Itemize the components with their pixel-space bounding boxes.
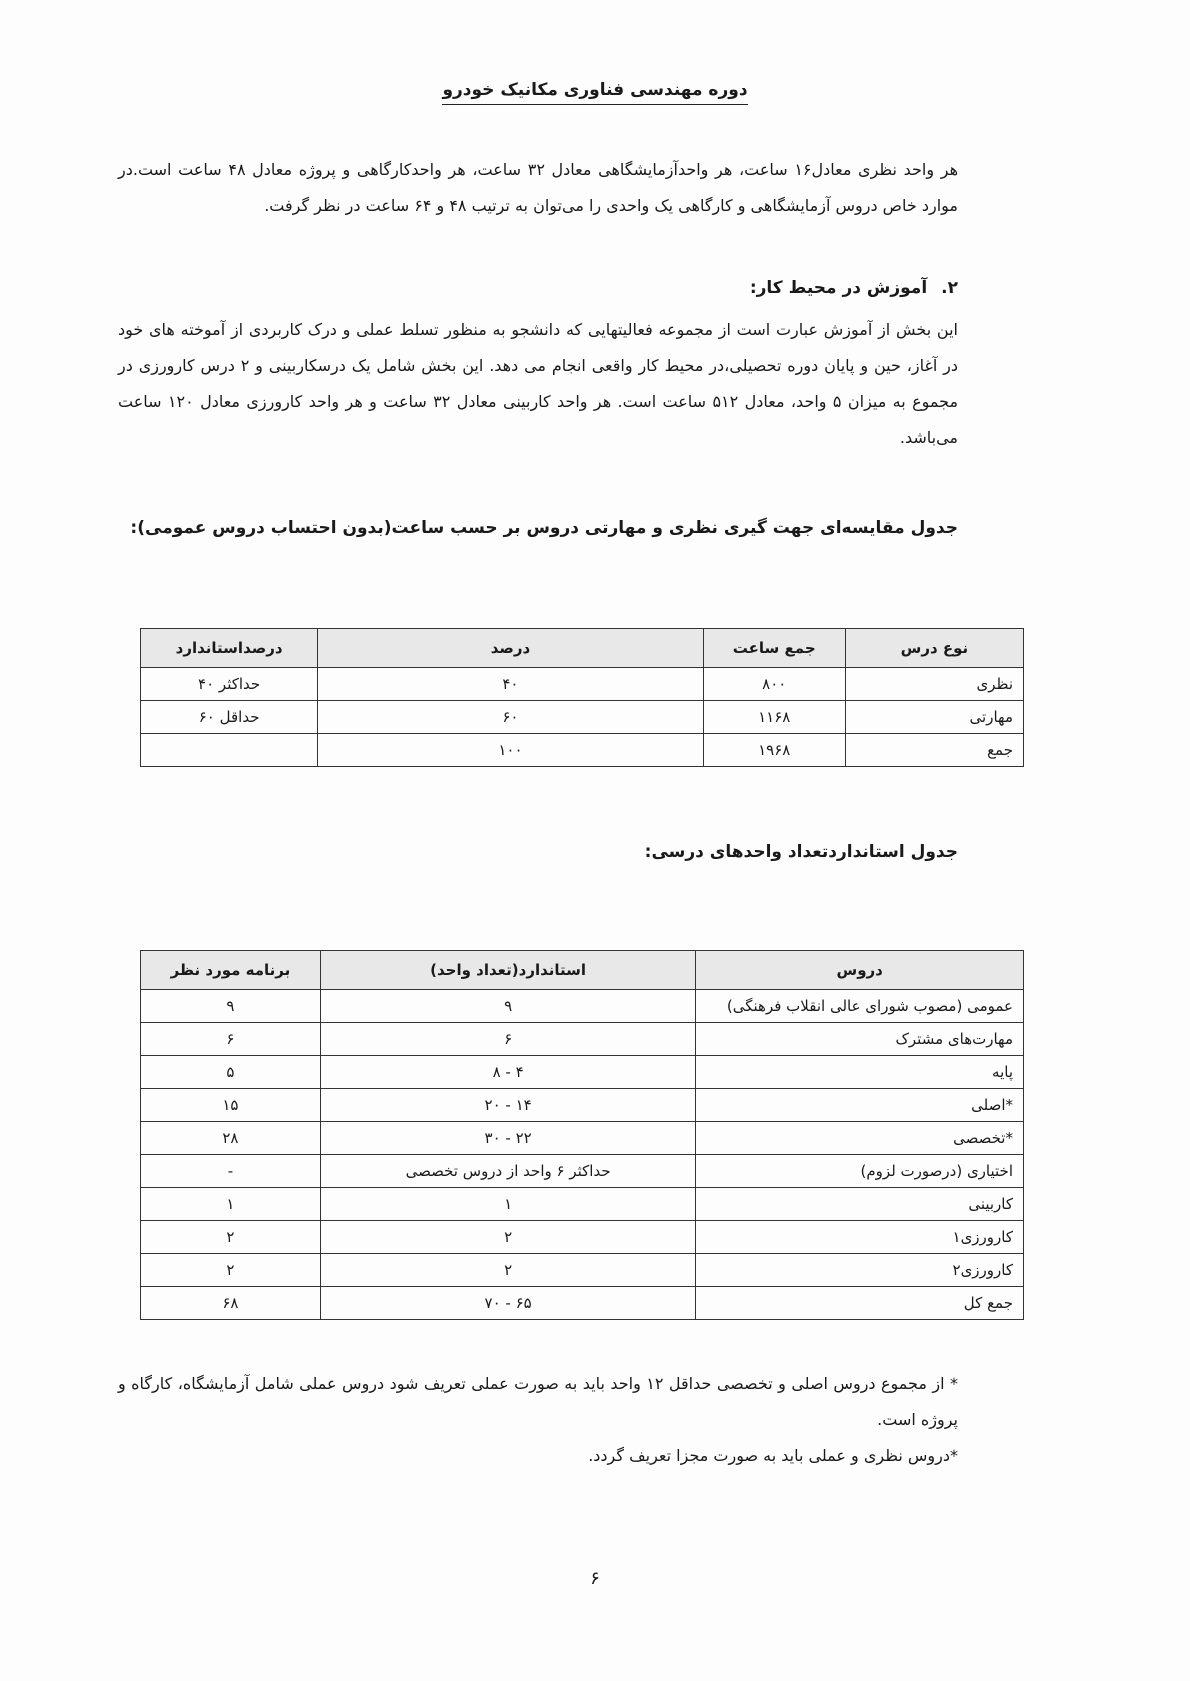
table-cell: جمع xyxy=(845,734,1023,767)
table-cell: مهارتی xyxy=(845,701,1023,734)
table-cell: ۱۴ - ۲۰ xyxy=(320,1089,696,1122)
table-cell xyxy=(141,734,318,767)
table-row xyxy=(141,1287,1024,1320)
table-cell: ۲۸ xyxy=(141,1122,321,1155)
table-cell: حداقل ۶۰ xyxy=(141,701,318,734)
table-row xyxy=(141,1188,1024,1221)
table-header-cell: جمع ساعت xyxy=(703,629,845,668)
table-cell: ۱ xyxy=(141,1188,321,1221)
table-cell: ۱۱۶۸ xyxy=(703,701,845,734)
table-header-cell: درصداستاندارد xyxy=(141,629,318,668)
table-cell: ۶ xyxy=(141,1023,321,1056)
footnote-separate-definition: *دروس نظری و عملی باید به صورت مجزا تعریف گردد. xyxy=(588,1446,958,1465)
table-cell: عمومی (مصوب شورای عالی انقلاب فرهنگی) xyxy=(696,990,1024,1023)
table-header-cell: برنامه مورد نظر xyxy=(141,951,321,990)
table-cell: حداکثر ۴۰ xyxy=(141,668,318,701)
table-row xyxy=(141,701,1024,734)
table-cell: ۱ xyxy=(320,1188,696,1221)
table-header-row xyxy=(141,629,1024,668)
table-cell: ۸۰۰ xyxy=(703,668,845,701)
table-cell: ۲ xyxy=(320,1221,696,1254)
table-header-cell: استاندارد(تعداد واحد) xyxy=(320,951,696,990)
table-row xyxy=(141,1155,1024,1188)
table-row xyxy=(141,734,1024,767)
table-cell: ۱۹۶۸ xyxy=(703,734,845,767)
paragraph-workplace-training: این بخش از آموزش عبارت است از مجموعه فعالیتهایی که دانشجو به منظور تسلط عملی و درک کاربردی از آموخته های خود در آغاز، حین و پایان دوره تحصیلی،در محیط کار واقعی انجام می دهد. این بخش شامل یک درسکاربینی و ۲ درس کارورزی در مجموع به میزان ۵ واحد، معادل ۵۱۲ ساعت است. هر واحد کاربینی معادل ۳۲ ساعت و هر واحد کارورزی معادل ۱۲۰ ساعت می‌باشد. xyxy=(118,320,959,447)
table-row xyxy=(141,668,1024,701)
table-cell: ۹ xyxy=(320,990,696,1023)
table-cell: ۶ xyxy=(320,1023,696,1056)
table2-title: جدول استانداردتعداد واحدهای درسی: xyxy=(644,842,958,862)
table-cell: - xyxy=(141,1155,321,1188)
table-cell: ۶۵ - ۷۰ xyxy=(320,1287,696,1320)
comparison-table xyxy=(140,628,1024,767)
table-cell: نظری xyxy=(845,668,1023,701)
footnote-practical-units: * از مجموع دروس اصلی و تخصصی حداقل ۱۲ واحد باید به صورت عملی تعریف شود دروس عملی شامل آزمایشگاه، کارگاه و پروژه است. xyxy=(118,1374,959,1429)
table-cell: کارورزی۲ xyxy=(696,1254,1024,1287)
table-cell: ۶۸ xyxy=(141,1287,321,1320)
page-header-text: دوره مهندسی فناوری مکانیک خودرو xyxy=(442,80,747,105)
table-cell: ۱۵ xyxy=(141,1089,321,1122)
table-cell: ۶۰ xyxy=(318,701,703,734)
section-number: ۲. xyxy=(941,278,958,298)
table-cell: کارورزی۱ xyxy=(696,1221,1024,1254)
table-cell: ۹ xyxy=(141,990,321,1023)
table-row xyxy=(141,1056,1024,1089)
table-cell: ۱۰۰ xyxy=(318,734,703,767)
table-cell: جمع کل xyxy=(696,1287,1024,1320)
table-cell: ۵ xyxy=(141,1056,321,1089)
table-cell: کاربینی xyxy=(696,1188,1024,1221)
table-cell: پایه xyxy=(696,1056,1024,1089)
table-header-cell: درصد xyxy=(318,629,703,668)
table-cell: مهارت‌های مشترک xyxy=(696,1023,1024,1056)
table-cell: *اصلی xyxy=(696,1089,1024,1122)
page-number: ۶ xyxy=(590,1568,600,1589)
table-row xyxy=(141,990,1024,1023)
units-table xyxy=(140,950,1024,1320)
table-row xyxy=(141,1122,1024,1155)
table-cell: ۴ - ۸ xyxy=(320,1056,696,1089)
table-header-row xyxy=(141,951,1024,990)
section-heading xyxy=(750,278,958,298)
table-cell: ۲ xyxy=(320,1254,696,1287)
paragraph-unit-hours: هر واحد نظری معادل۱۶ ساعت، هر واحدآزمایشگاهی معادل ۳۲ ساعت، هر واحدکارگاهی و پروژه معادل ۴۸ ساعت است.در موارد خاص دروس آزمایشگاهی و کارگاهی یک واحدی را می‌توان به ترتیب ۴۸ و ۶۴ ساعت در نظر گرفت. xyxy=(118,160,959,215)
table-cell: اختیاری (درصورت لزوم) xyxy=(696,1155,1024,1188)
table-cell: ۲۲ - ۳۰ xyxy=(320,1122,696,1155)
table-cell: *تخصصی xyxy=(696,1122,1024,1155)
table-cell: ۴۰ xyxy=(318,668,703,701)
table1-title: جدول مقایسه‌ای جهت گیری نظری و مهارتی دروس بر حسب ساعت(بدون احتساب دروس عمومی): xyxy=(130,518,958,538)
table-row xyxy=(141,1221,1024,1254)
table-header-cell: دروس xyxy=(696,951,1024,990)
table-cell: ۲ xyxy=(141,1254,321,1287)
page-header xyxy=(0,80,1190,100)
table-row xyxy=(141,1023,1024,1056)
table-row xyxy=(141,1089,1024,1122)
table-cell: حداکثر ۶ واحد از دروس تخصصی xyxy=(320,1155,696,1188)
table-row xyxy=(141,1254,1024,1287)
section-title: آموزش در محیط کار: xyxy=(749,278,928,298)
table-header-cell: نوع درس xyxy=(845,629,1023,668)
table-cell: ۲ xyxy=(141,1221,321,1254)
